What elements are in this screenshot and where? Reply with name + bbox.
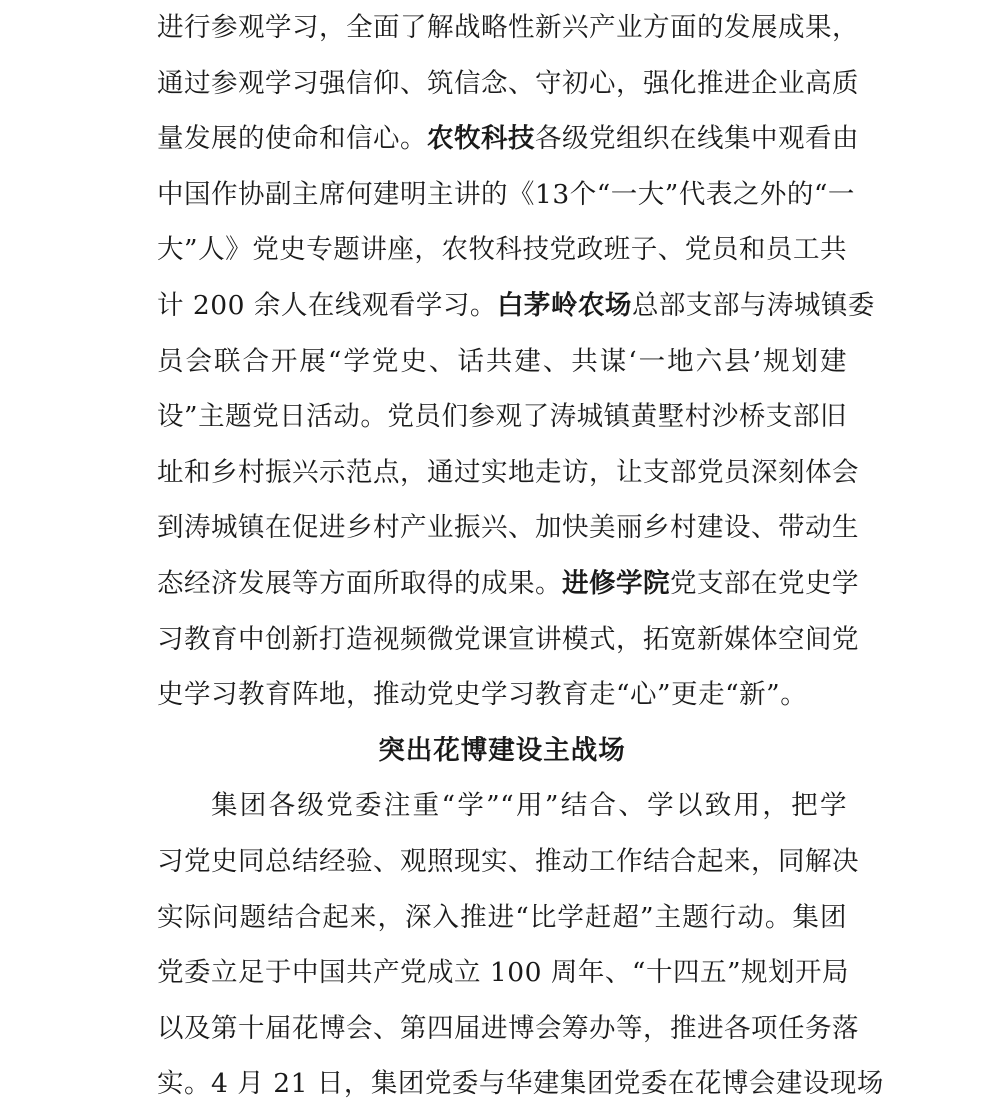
text-line: 集团各级党委注重“学”“用”结合、学以致用，把学 [211,790,847,822]
text-line [157,556,859,612]
text-line: 以及第十届花博会、第四届进博会筹办等，推进各项任务落 [157,1012,859,1044]
text-run: 计 200 余人在线观看学习。 [157,289,497,321]
text-run: 量发展的使命和信心。 [157,123,427,155]
org-name-bold: 农牧科技 [427,123,535,155]
document-page [157,0,884,1112]
text-line: 习党史同总结经验、观照现实、推动工作结合起来，同解决 [157,845,859,877]
org-name-bold: 白茅岭农场 [496,289,632,321]
text-line: 址和乡村振兴示范点，通过实地走访，让支部党员深刻体会 [157,456,859,488]
text-line: 实。4 月 21 日，集团党委与华建集团党委在花博会建设现场 [157,1068,884,1100]
text-line: 中国作协副主席何建明主讲的《13个“一大”代表之外的“一 [157,178,855,210]
text-run: 党支部在党史学 [670,567,859,599]
text-line: 大”人》党史专题讲座，农牧科技党政班子、党员和员工共 [157,234,847,266]
paragraph-activities [157,0,875,723]
text-run: 总部支部与涛城镇委 [631,289,875,321]
section-heading: 突出花博建设主战场 [378,734,626,766]
text-line: 习教育中创新打造视频微党课宣讲模式，拓宽新媒体空间党 [157,623,859,655]
text-line: 进行参观学习，全面了解战略性新兴产业方面的发展成果， [157,12,859,43]
text-line: 史学习教育阵地，推动党史学习教育走“心”更走“新”。 [157,679,808,711]
text-line [157,278,875,334]
paragraph-flower-expo [157,778,884,1112]
text-line: 实际问题结合起来，深入推进“比学赶超”主题行动。集团 [157,901,847,933]
text-run: 各级党组织在线集中观看由 [535,123,859,155]
text-line: 员会联合开展“学党史、话共建、共谋‘一地六县’规划建 [157,345,847,377]
text-line: 通过参观学习强信仰、筑信念、守初心，强化推进企业高质 [157,67,859,99]
text-line: 设”主题党日活动。党员们参观了涛城镇黄墅村沙桥支部旧 [157,401,847,433]
text-line: 到涛城镇在促进乡村产业振兴、加快美丽乡村建设、带动生 [157,512,859,544]
org-name-bold: 进修学院 [562,567,670,599]
text-line [157,111,859,167]
text-run: 态经济发展等方面所取得的成果。 [157,567,562,599]
text-line: 党委立足于中国共产党成立 100 周年、“十四五”规划开局 [157,957,850,989]
